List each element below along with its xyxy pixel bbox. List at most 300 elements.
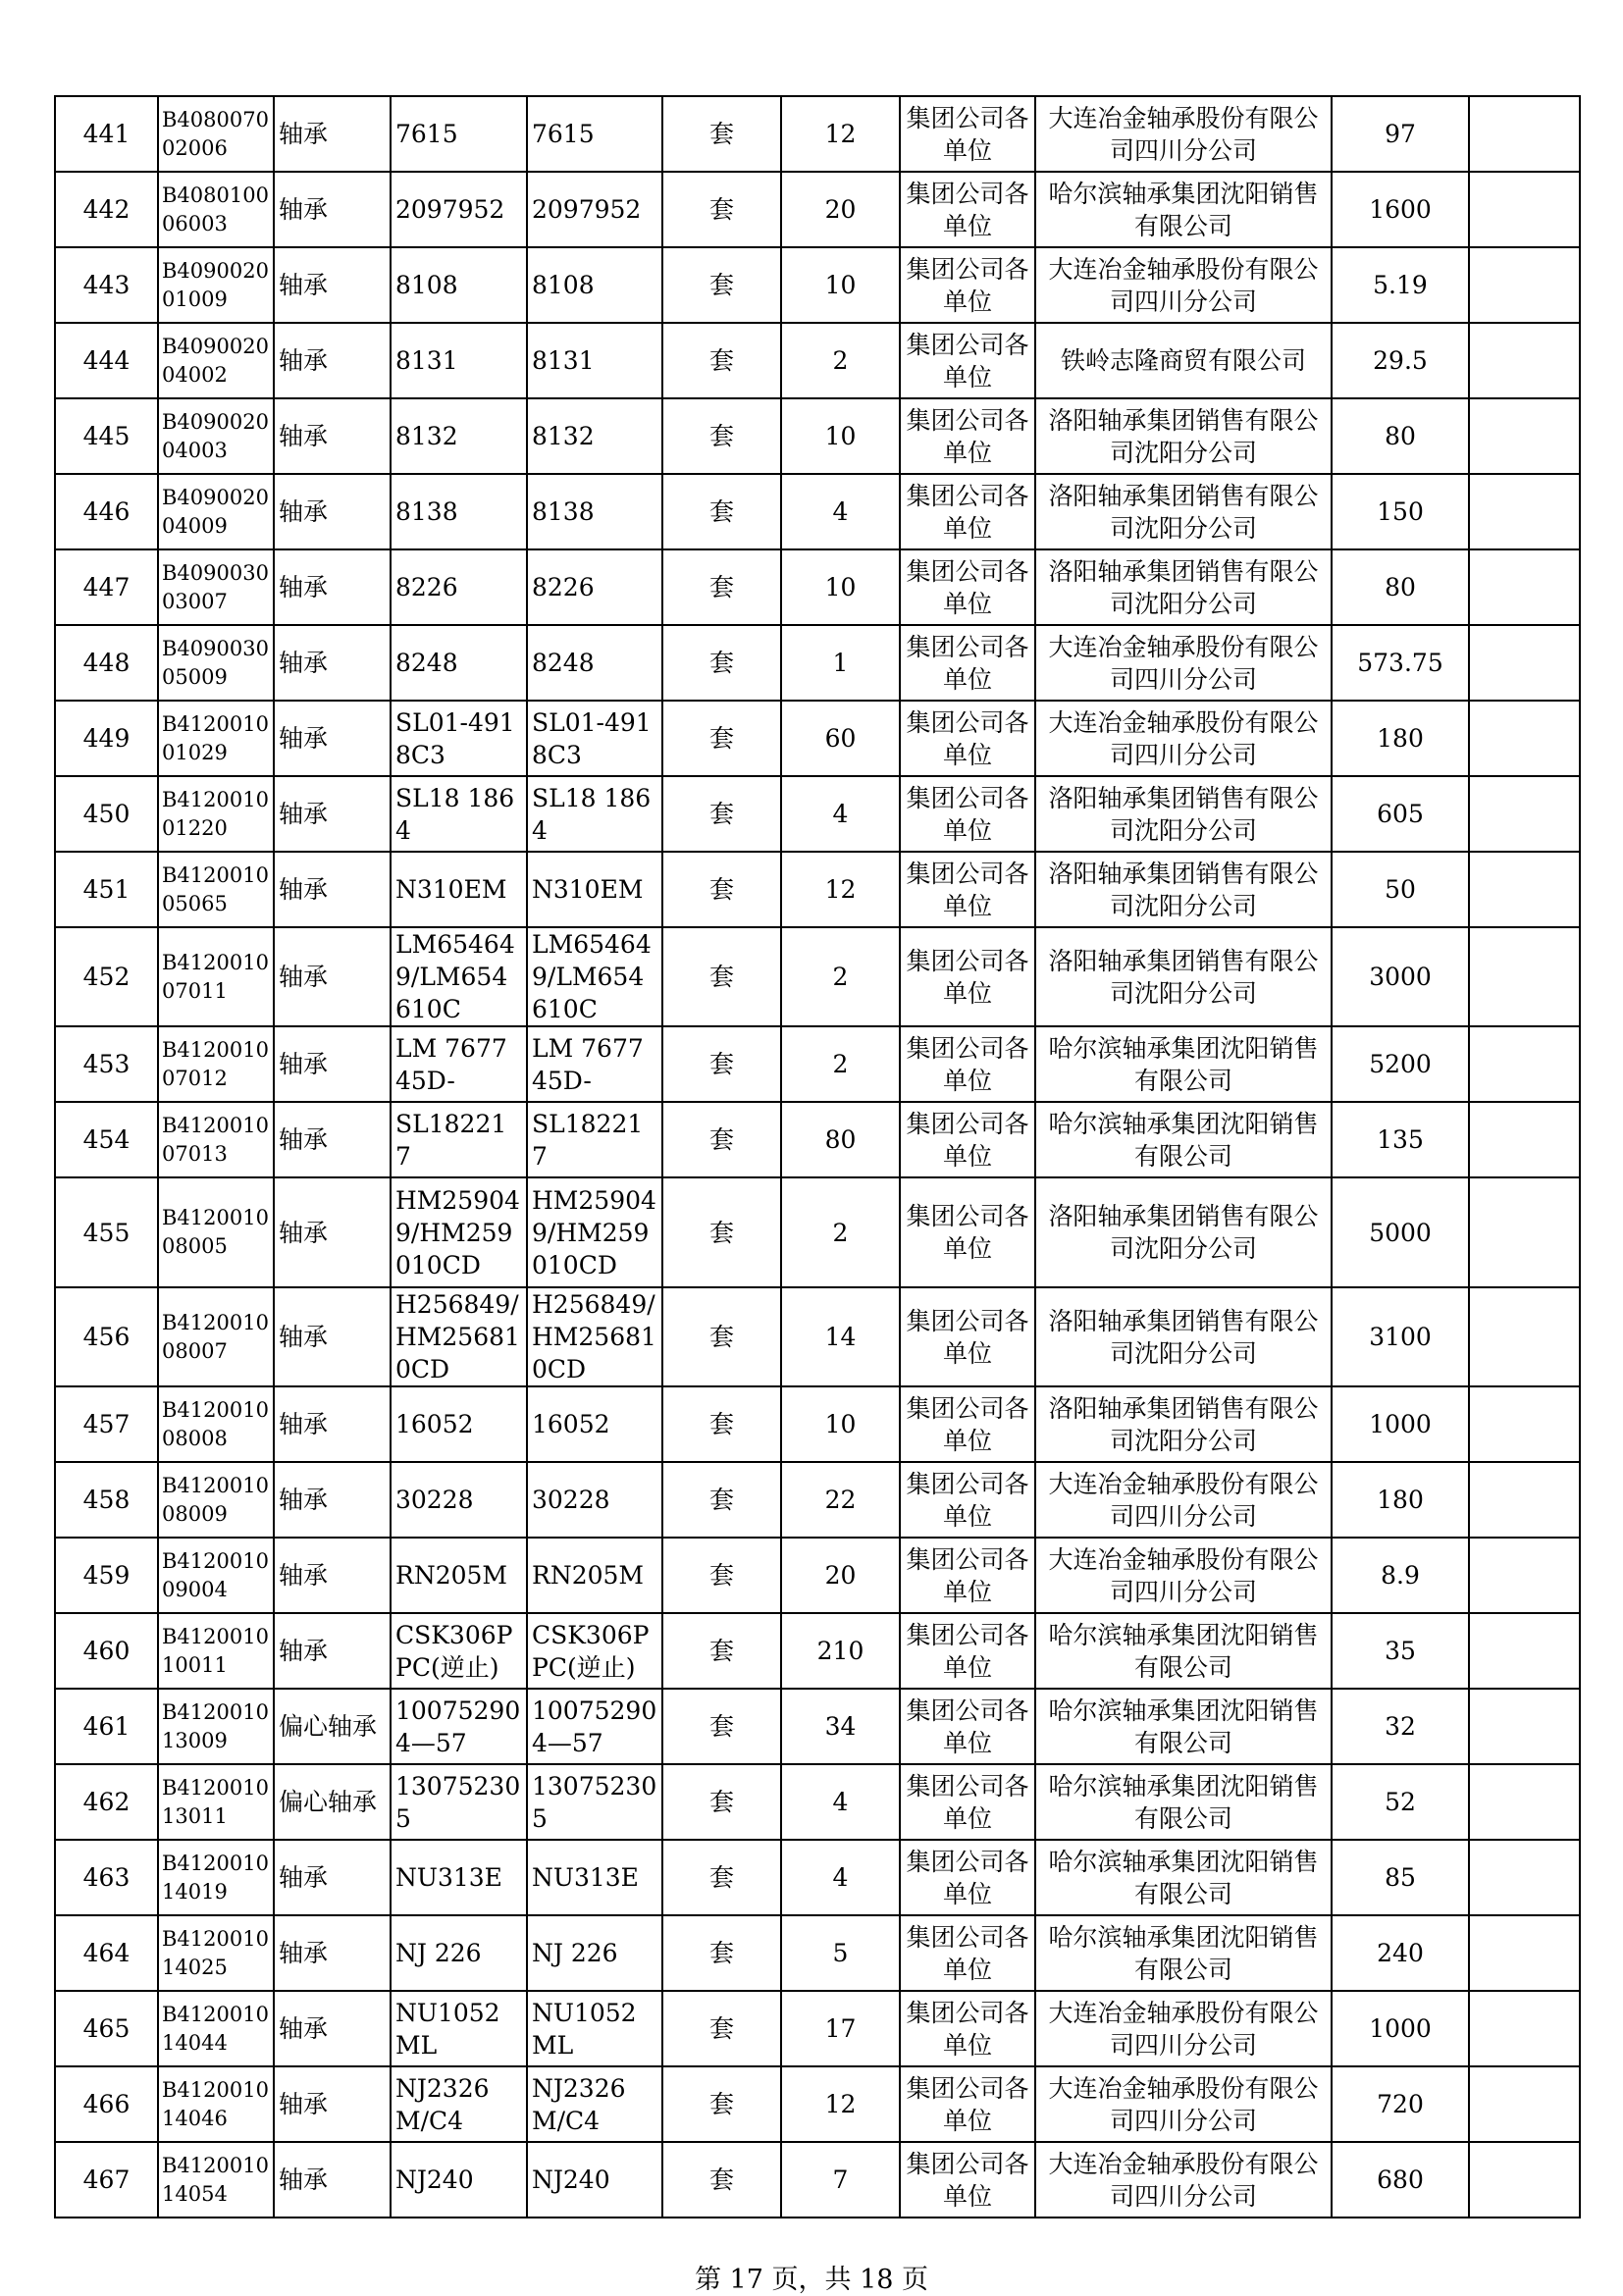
remark xyxy=(1469,776,1580,852)
specification: LM 767745D- xyxy=(391,1026,527,1102)
unit: 套 xyxy=(662,1538,781,1613)
specification: 2097952 xyxy=(391,172,527,247)
specification: 7615 xyxy=(391,96,527,172)
table-row xyxy=(55,247,1580,323)
quantity: 12 xyxy=(781,852,900,927)
row-number: 467 xyxy=(55,2142,158,2218)
remark xyxy=(1469,1287,1580,1386)
quantity: 12 xyxy=(781,96,900,172)
scope: 集团公司各单位 xyxy=(900,1991,1035,2066)
material-code: B409003005009 xyxy=(158,625,274,701)
supplier: 大连冶金轴承股份有限公司四川分公司 xyxy=(1035,2066,1332,2142)
row-number: 462 xyxy=(55,1764,158,1840)
model: NJ240 xyxy=(527,2142,662,2218)
quantity: 10 xyxy=(781,1386,900,1462)
model: NJ2326M/C4 xyxy=(527,2066,662,2142)
remark xyxy=(1469,701,1580,776)
price: 80 xyxy=(1332,549,1469,625)
material-code: B409002004002 xyxy=(158,323,274,398)
specification: NJ 226 xyxy=(391,1915,527,1991)
table-row xyxy=(55,474,1580,549)
supplier: 大连冶金轴承股份有限公司四川分公司 xyxy=(1035,1538,1332,1613)
supplier: 大连冶金轴承股份有限公司四川分公司 xyxy=(1035,625,1332,701)
quantity: 34 xyxy=(781,1689,900,1764)
quantity: 4 xyxy=(781,1840,900,1915)
scope: 集团公司各单位 xyxy=(900,1840,1035,1915)
row-number: 445 xyxy=(55,398,158,474)
remark xyxy=(1469,398,1580,474)
material-code: B412001010011 xyxy=(158,1613,274,1689)
material-code: B412001007013 xyxy=(158,1102,274,1177)
remark xyxy=(1469,96,1580,172)
table-row xyxy=(55,1915,1580,1991)
remark xyxy=(1469,323,1580,398)
scope: 集团公司各单位 xyxy=(900,2066,1035,2142)
quantity: 210 xyxy=(781,1613,900,1689)
material-name: 轴承 xyxy=(274,701,391,776)
model: SL182217 xyxy=(527,1102,662,1177)
material-name: 轴承 xyxy=(274,1538,391,1613)
scope: 集团公司各单位 xyxy=(900,1689,1035,1764)
material-name: 轴承 xyxy=(274,927,391,1026)
scope: 集团公司各单位 xyxy=(900,1915,1035,1991)
specification: H256849/HM256810CD xyxy=(391,1287,527,1386)
scope: 集团公司各单位 xyxy=(900,625,1035,701)
material-name: 轴承 xyxy=(274,549,391,625)
row-number: 444 xyxy=(55,323,158,398)
material-code: B412001007011 xyxy=(158,927,274,1026)
material-code: B412001014019 xyxy=(158,1840,274,1915)
unit: 套 xyxy=(662,398,781,474)
price: 605 xyxy=(1332,776,1469,852)
supplier: 大连冶金轴承股份有限公司四川分公司 xyxy=(1035,701,1332,776)
model: 16052 xyxy=(527,1386,662,1462)
table-row xyxy=(55,776,1580,852)
table-row xyxy=(55,1177,1580,1287)
material-code: B412001008007 xyxy=(158,1287,274,1386)
scope: 集团公司各单位 xyxy=(900,1026,1035,1102)
row-number: 465 xyxy=(55,1991,158,2066)
quantity: 80 xyxy=(781,1102,900,1177)
unit: 套 xyxy=(662,1287,781,1386)
unit: 套 xyxy=(662,927,781,1026)
specification: NU1052ML xyxy=(391,1991,527,2066)
unit: 套 xyxy=(662,1462,781,1538)
unit: 套 xyxy=(662,1689,781,1764)
supplier: 洛阳轴承集团销售有限公司沈阳分公司 xyxy=(1035,549,1332,625)
table-row xyxy=(55,549,1580,625)
price: 1000 xyxy=(1332,1386,1469,1462)
unit: 套 xyxy=(662,2142,781,2218)
supplier: 大连冶金轴承股份有限公司四川分公司 xyxy=(1035,2142,1332,2218)
supplier: 哈尔滨轴承集团沈阳销售有限公司 xyxy=(1035,172,1332,247)
supplier: 大连冶金轴承股份有限公司四川分公司 xyxy=(1035,1462,1332,1538)
material-name: 轴承 xyxy=(274,625,391,701)
unit: 套 xyxy=(662,2066,781,2142)
unit: 套 xyxy=(662,323,781,398)
table-row xyxy=(55,398,1580,474)
material-name: 轴承 xyxy=(274,1840,391,1915)
model: 100752904—57 xyxy=(527,1689,662,1764)
price: 52 xyxy=(1332,1764,1469,1840)
row-number: 466 xyxy=(55,2066,158,2142)
material-code: B412001001220 xyxy=(158,776,274,852)
price: 180 xyxy=(1332,701,1469,776)
unit: 套 xyxy=(662,474,781,549)
table-row xyxy=(55,172,1580,247)
model: 130752305 xyxy=(527,1764,662,1840)
price: 85 xyxy=(1332,1840,1469,1915)
price: 1000 xyxy=(1332,1991,1469,2066)
row-number: 446 xyxy=(55,474,158,549)
specification: 16052 xyxy=(391,1386,527,1462)
table-row xyxy=(55,2142,1580,2218)
table-row xyxy=(55,1287,1580,1386)
price: 3100 xyxy=(1332,1287,1469,1386)
supplier: 洛阳轴承集团销售有限公司沈阳分公司 xyxy=(1035,1386,1332,1462)
row-number: 458 xyxy=(55,1462,158,1538)
price: 5200 xyxy=(1332,1026,1469,1102)
specification: 8138 xyxy=(391,474,527,549)
material-name: 轴承 xyxy=(274,1613,391,1689)
table-row xyxy=(55,701,1580,776)
remark xyxy=(1469,625,1580,701)
scope: 集团公司各单位 xyxy=(900,549,1035,625)
model: N310EM xyxy=(527,852,662,927)
material-code: B412001008005 xyxy=(158,1177,274,1287)
material-name: 轴承 xyxy=(274,1386,391,1462)
price: 29.5 xyxy=(1332,323,1469,398)
specification: 8248 xyxy=(391,625,527,701)
row-number: 449 xyxy=(55,701,158,776)
row-number: 455 xyxy=(55,1177,158,1287)
unit: 套 xyxy=(662,1991,781,2066)
supplier: 洛阳轴承集团销售有限公司沈阳分公司 xyxy=(1035,1287,1332,1386)
material-name: 轴承 xyxy=(274,1102,391,1177)
supplier: 哈尔滨轴承集团沈阳销售有限公司 xyxy=(1035,1840,1332,1915)
quantity: 2 xyxy=(781,927,900,1026)
specification: N310EM xyxy=(391,852,527,927)
table-row xyxy=(55,1386,1580,1462)
price: 240 xyxy=(1332,1915,1469,1991)
row-number: 451 xyxy=(55,852,158,927)
model: LM654649/LM654610C xyxy=(527,927,662,1026)
material-code: B408007002006 xyxy=(158,96,274,172)
quantity: 12 xyxy=(781,2066,900,2142)
model: 30228 xyxy=(527,1462,662,1538)
material-code: B412001014025 xyxy=(158,1915,274,1991)
table-row xyxy=(55,1538,1580,1613)
row-number: 463 xyxy=(55,1840,158,1915)
table-row xyxy=(55,2066,1580,2142)
model: NU1052ML xyxy=(527,1991,662,2066)
supplier: 大连冶金轴承股份有限公司四川分公司 xyxy=(1035,1991,1332,2066)
unit: 套 xyxy=(662,1915,781,1991)
material-code: B412001008009 xyxy=(158,1462,274,1538)
material-name: 轴承 xyxy=(274,172,391,247)
remark xyxy=(1469,1840,1580,1915)
remark xyxy=(1469,1177,1580,1287)
supplier: 洛阳轴承集团销售有限公司沈阳分公司 xyxy=(1035,398,1332,474)
specification: 130752305 xyxy=(391,1764,527,1840)
row-number: 443 xyxy=(55,247,158,323)
price: 32 xyxy=(1332,1689,1469,1764)
supplier: 洛阳轴承集团销售有限公司沈阳分公司 xyxy=(1035,474,1332,549)
table-row xyxy=(55,1764,1580,1840)
remark xyxy=(1469,2142,1580,2218)
quantity: 4 xyxy=(781,1764,900,1840)
scope: 集团公司各单位 xyxy=(900,172,1035,247)
row-number: 456 xyxy=(55,1287,158,1386)
remark xyxy=(1469,1102,1580,1177)
material-name: 轴承 xyxy=(274,323,391,398)
quantity: 7 xyxy=(781,2142,900,2218)
row-number: 461 xyxy=(55,1689,158,1764)
specification: 8131 xyxy=(391,323,527,398)
remark xyxy=(1469,549,1580,625)
unit: 套 xyxy=(662,247,781,323)
unit: 套 xyxy=(662,852,781,927)
model: LM 767745D- xyxy=(527,1026,662,1102)
material-name: 轴承 xyxy=(274,2142,391,2218)
table-row xyxy=(55,1462,1580,1538)
specification: NJ2326M/C4 xyxy=(391,2066,527,2142)
material-name: 轴承 xyxy=(274,1991,391,2066)
supplier: 哈尔滨轴承集团沈阳销售有限公司 xyxy=(1035,1764,1332,1840)
quantity: 4 xyxy=(781,776,900,852)
specification: SL18 1864 xyxy=(391,776,527,852)
material-name: 轴承 xyxy=(274,247,391,323)
specification: NJ240 xyxy=(391,2142,527,2218)
material-name: 轴承 xyxy=(274,776,391,852)
model: 8226 xyxy=(527,549,662,625)
remark xyxy=(1469,1764,1580,1840)
material-code: B412001014054 xyxy=(158,2142,274,2218)
scope: 集团公司各单位 xyxy=(900,1462,1035,1538)
price: 3000 xyxy=(1332,927,1469,1026)
model: HM259049/HM259010CD xyxy=(527,1177,662,1287)
material-name: 轴承 xyxy=(274,1462,391,1538)
specification: NU313E xyxy=(391,1840,527,1915)
material-code: B412001005065 xyxy=(158,852,274,927)
scope: 集团公司各单位 xyxy=(900,398,1035,474)
page-footer: 第 17 页，共 18 页 xyxy=(694,2265,929,2295)
material-name: 轴承 xyxy=(274,1915,391,1991)
unit: 套 xyxy=(662,549,781,625)
unit: 套 xyxy=(662,1026,781,1102)
supplier: 哈尔滨轴承集团沈阳销售有限公司 xyxy=(1035,1102,1332,1177)
material-code: B408010006003 xyxy=(158,172,274,247)
unit: 套 xyxy=(662,96,781,172)
specification: SL01-4918C3 xyxy=(391,701,527,776)
model: 8132 xyxy=(527,398,662,474)
quantity: 4 xyxy=(781,474,900,549)
model: 2097952 xyxy=(527,172,662,247)
material-code: B412001009004 xyxy=(158,1538,274,1613)
quantity: 10 xyxy=(781,398,900,474)
unit: 套 xyxy=(662,1102,781,1177)
row-number: 460 xyxy=(55,1613,158,1689)
supplier: 哈尔滨轴承集团沈阳销售有限公司 xyxy=(1035,1026,1332,1102)
unit: 套 xyxy=(662,172,781,247)
supplier: 洛阳轴承集团销售有限公司沈阳分公司 xyxy=(1035,776,1332,852)
scope: 集团公司各单位 xyxy=(900,474,1035,549)
quantity: 20 xyxy=(781,1538,900,1613)
supplier: 洛阳轴承集团销售有限公司沈阳分公司 xyxy=(1035,852,1332,927)
scope: 集团公司各单位 xyxy=(900,2142,1035,2218)
specification: LM654649/LM654610C xyxy=(391,927,527,1026)
model: CSK306PPC(逆止) xyxy=(527,1613,662,1689)
remark xyxy=(1469,247,1580,323)
material-code: B409002004009 xyxy=(158,474,274,549)
material-name: 偏心轴承 xyxy=(274,1689,391,1764)
supplier: 哈尔滨轴承集团沈阳销售有限公司 xyxy=(1035,1689,1332,1764)
remark xyxy=(1469,1613,1580,1689)
supplier: 大连冶金轴承股份有限公司四川分公司 xyxy=(1035,247,1332,323)
specification: RN205M xyxy=(391,1538,527,1613)
price: 5.19 xyxy=(1332,247,1469,323)
quantity: 5 xyxy=(781,1915,900,1991)
table-row xyxy=(55,1613,1580,1689)
table-body xyxy=(55,96,1580,2218)
scope: 集团公司各单位 xyxy=(900,701,1035,776)
row-number: 464 xyxy=(55,1915,158,1991)
model: NU313E xyxy=(527,1840,662,1915)
table-row xyxy=(55,1840,1580,1915)
supplier: 铁岭志隆商贸有限公司 xyxy=(1035,323,1332,398)
quantity: 10 xyxy=(781,549,900,625)
scope: 集团公司各单位 xyxy=(900,1287,1035,1386)
price: 97 xyxy=(1332,96,1469,172)
price: 80 xyxy=(1332,398,1469,474)
price: 50 xyxy=(1332,852,1469,927)
specification: 8132 xyxy=(391,398,527,474)
price: 150 xyxy=(1332,474,1469,549)
material-code: B412001013009 xyxy=(158,1689,274,1764)
row-number: 450 xyxy=(55,776,158,852)
row-number: 441 xyxy=(55,96,158,172)
scope: 集团公司各单位 xyxy=(900,96,1035,172)
quantity: 2 xyxy=(781,323,900,398)
model: SL18 1864 xyxy=(527,776,662,852)
remark xyxy=(1469,927,1580,1026)
material-code: B409002004003 xyxy=(158,398,274,474)
model: RN205M xyxy=(527,1538,662,1613)
scope: 集团公司各单位 xyxy=(900,323,1035,398)
supplier: 洛阳轴承集团销售有限公司沈阳分公司 xyxy=(1035,927,1332,1026)
scope: 集团公司各单位 xyxy=(900,1613,1035,1689)
unit: 套 xyxy=(662,1764,781,1840)
row-number: 453 xyxy=(55,1026,158,1102)
price: 720 xyxy=(1332,2066,1469,2142)
material-code: B412001013011 xyxy=(158,1764,274,1840)
quantity: 14 xyxy=(781,1287,900,1386)
specification: 30228 xyxy=(391,1462,527,1538)
specification: SL182217 xyxy=(391,1102,527,1177)
supplier: 哈尔滨轴承集团沈阳销售有限公司 xyxy=(1035,1613,1332,1689)
table-row xyxy=(55,323,1580,398)
supplier: 洛阳轴承集团销售有限公司沈阳分公司 xyxy=(1035,1177,1332,1287)
price: 573.75 xyxy=(1332,625,1469,701)
remark xyxy=(1469,1538,1580,1613)
price-table xyxy=(54,95,1581,2218)
table-row xyxy=(55,625,1580,701)
material-name: 轴承 xyxy=(274,474,391,549)
material-code: B412001014044 xyxy=(158,1991,274,2066)
specification: 8108 xyxy=(391,247,527,323)
unit: 套 xyxy=(662,625,781,701)
model: 8138 xyxy=(527,474,662,549)
price: 1600 xyxy=(1332,172,1469,247)
remark xyxy=(1469,852,1580,927)
scope: 集团公司各单位 xyxy=(900,1102,1035,1177)
material-name: 轴承 xyxy=(274,96,391,172)
supplier: 哈尔滨轴承集团沈阳销售有限公司 xyxy=(1035,1915,1332,1991)
unit: 套 xyxy=(662,776,781,852)
remark xyxy=(1469,474,1580,549)
model: 7615 xyxy=(527,96,662,172)
remark xyxy=(1469,1991,1580,2066)
supplier: 大连冶金轴承股份有限公司四川分公司 xyxy=(1035,96,1332,172)
model: 8248 xyxy=(527,625,662,701)
remark xyxy=(1469,1689,1580,1764)
specification: HM259049/HM259010CD xyxy=(391,1177,527,1287)
price: 680 xyxy=(1332,2142,1469,2218)
unit: 套 xyxy=(662,1613,781,1689)
quantity: 60 xyxy=(781,701,900,776)
price: 5000 xyxy=(1332,1177,1469,1287)
scope: 集团公司各单位 xyxy=(900,1538,1035,1613)
model: 8131 xyxy=(527,323,662,398)
material-name: 轴承 xyxy=(274,1287,391,1386)
specification: CSK306PPC(逆止) xyxy=(391,1613,527,1689)
table-row xyxy=(55,1991,1580,2066)
model: 8108 xyxy=(527,247,662,323)
remark xyxy=(1469,1386,1580,1462)
table-row xyxy=(55,927,1580,1026)
remark xyxy=(1469,1026,1580,1102)
model: NJ 226 xyxy=(527,1915,662,1991)
scope: 集团公司各单位 xyxy=(900,852,1035,927)
price: 35 xyxy=(1332,1613,1469,1689)
row-number: 457 xyxy=(55,1386,158,1462)
scope: 集团公司各单位 xyxy=(900,927,1035,1026)
row-number: 454 xyxy=(55,1102,158,1177)
material-name: 轴承 xyxy=(274,2066,391,2142)
price: 8.9 xyxy=(1332,1538,1469,1613)
quantity: 2 xyxy=(781,1026,900,1102)
specification: 100752904—57 xyxy=(391,1689,527,1764)
material-code: B409002001009 xyxy=(158,247,274,323)
row-number: 442 xyxy=(55,172,158,247)
remark xyxy=(1469,1915,1580,1991)
material-name: 轴承 xyxy=(274,398,391,474)
table-row xyxy=(55,852,1580,927)
row-number: 448 xyxy=(55,625,158,701)
specification: 8226 xyxy=(391,549,527,625)
unit: 套 xyxy=(662,1386,781,1462)
material-code: B412001001029 xyxy=(158,701,274,776)
remark xyxy=(1469,172,1580,247)
row-number: 459 xyxy=(55,1538,158,1613)
model: H256849/HM256810CD xyxy=(527,1287,662,1386)
quantity: 17 xyxy=(781,1991,900,2066)
remark xyxy=(1469,1462,1580,1538)
scope: 集团公司各单位 xyxy=(900,776,1035,852)
material-code: B412001014046 xyxy=(158,2066,274,2142)
quantity: 1 xyxy=(781,625,900,701)
quantity: 22 xyxy=(781,1462,900,1538)
